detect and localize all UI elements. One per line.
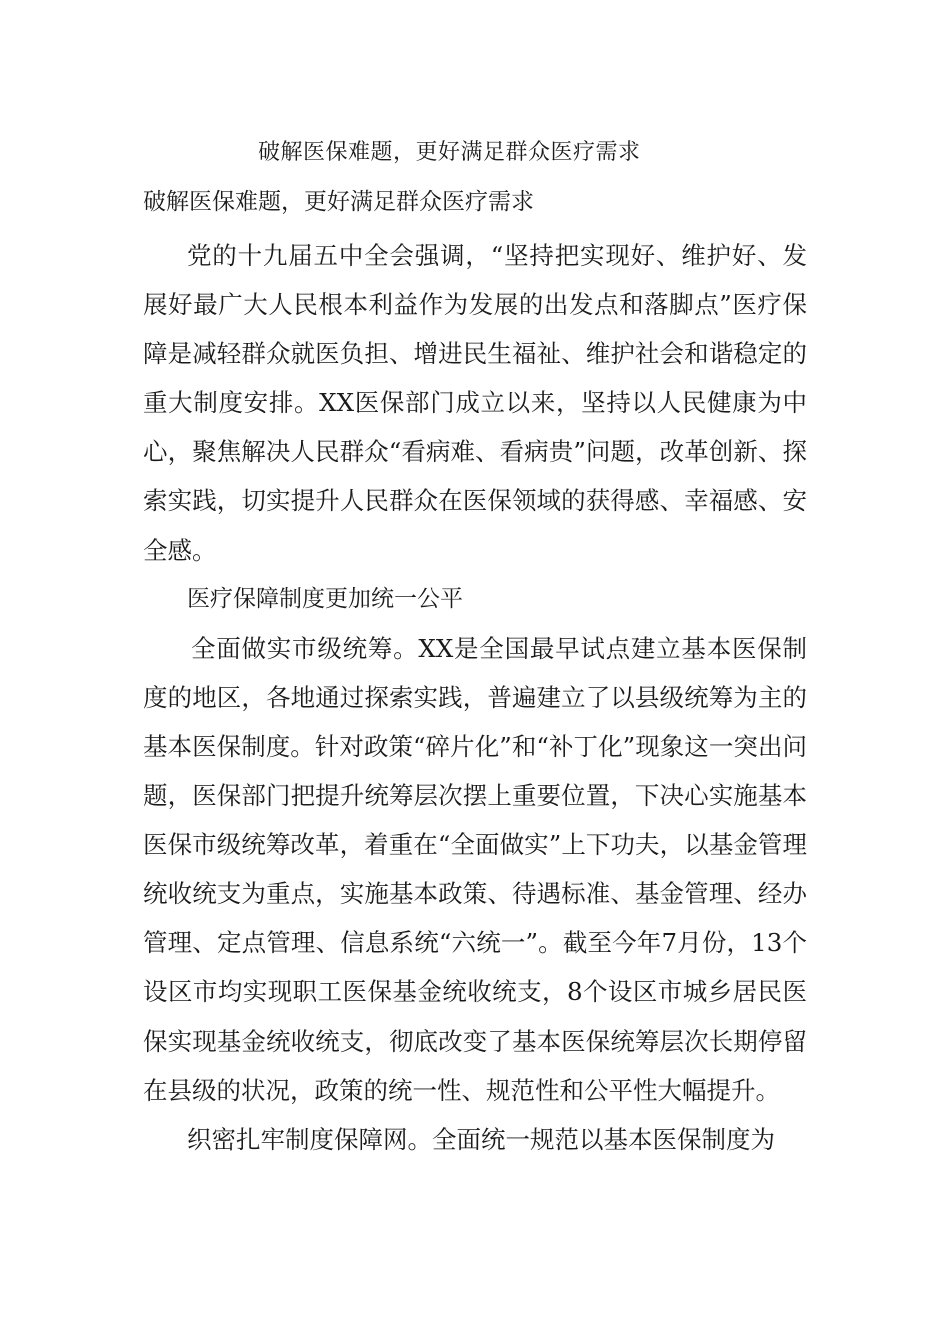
- body-paragraph: 织密扎牢制度保障网。全面统一规范以基本医保制度为: [187, 1124, 775, 1154]
- document-title: 破解医保难题，更好满足群众医疗需求: [258, 140, 641, 165]
- intro-paragraph: 党的十九届五中全会强调，“坚持把实现好、维护好、发展好最广大人民根本利益作为发展的出发点和落脚点”医疗保障是减轻群众就医负担、增进民生福祉、维护社会和谐稳定的重大制度安排。XX医保部门成立以来，坚持以人民健康为中心，聚焦解决人民群众“看病难、看病贵”问题，改革创新、探索实践，切实提升人民群众在医保领域的获得感、幸福感、安全感。: [143, 241, 807, 565]
- document-body: [143, 231, 807, 1164]
- body-paragraph: 全面做实市级统筹。XX是全国最早试点建立基本医保制度的地区，各地通过探索实践，普遍建立了以县级统筹为主的基本医保制度。针对政策“碎片化”和“补丁化”现象这一突出问题，医保部门把提升统筹层次摆上重要位置，下决心实施基本医保市级统筹改革，着重在“全面做实”上下功夫，以基金管理统收统支为重点，实施基本政策、待遇标准、基金管理、经办管理、定点管理、信息系统“六统一”。截至今年7月份，13个设区市均实现职工医保基金统收统支，8个设区市城乡居民医保实现基金统收统支，彻底改变了基本医保统筹层次长期停留在县级的状况，政策的统一性、规范性和公平性大幅提升。: [143, 633, 807, 1105]
- document-subtitle: 破解医保难题，更好满足群众医疗需求: [143, 189, 534, 215]
- section-heading: 医疗保障制度更加统一公平: [187, 585, 463, 612]
